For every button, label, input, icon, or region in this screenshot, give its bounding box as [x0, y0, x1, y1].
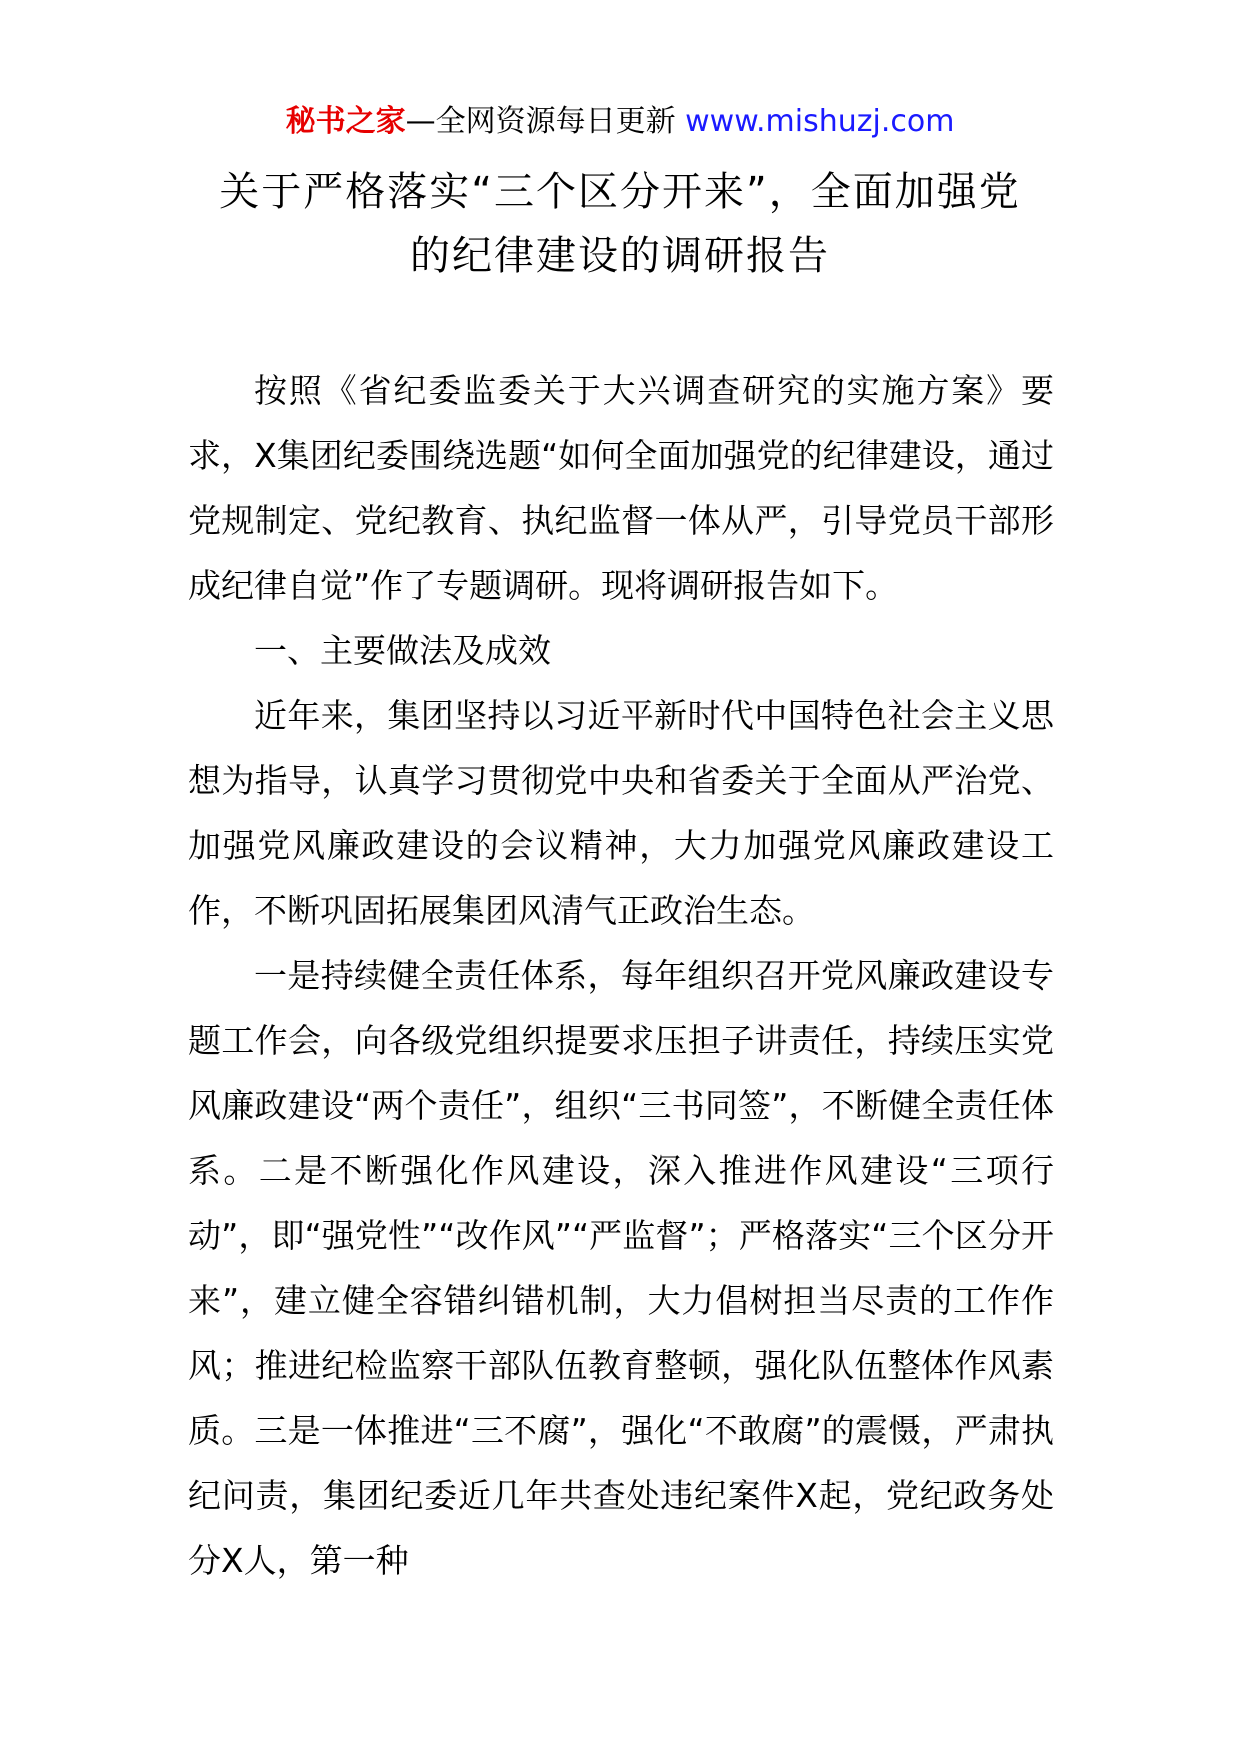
paragraph-intro: 按照《省纪委监委关于大兴调查研究的实施方案》要求，X集团纪委围绕选题“如何全面加强党的纪律建设，通过党规制定、党纪教育、执纪监督一体从严，引导党员干部形成纪律自觉”作了专题调研。现将调研报告如下。 [188, 371, 1054, 605]
paragraph-overview: 近年来，集团坚持以习近平新时代中国特色社会主义思想为指导，认真学习贯彻党中央和省委关于全面从严治党、加强党风廉政建设的会议精神，大力加强党风廉政建设工作，不断巩固拓展集团风清气正政治生态。 [188, 696, 1054, 930]
paragraph-measures: 一是持续健全责任体系，每年组织召开党风廉政建设专题工作会，向各级党组织提要求压担子讲责任，持续压实党风廉政建设“两个责任”，组织“三书同签”，不断健全责任体系。二是不断强化作风建设，深入推进作风建设“三项行动”，即“强党性”“改作风”“严监督”；严格落实“三个区分开来”，建立健全容错纠错机制，大力倡树担当尽责的工作作风；推进纪检监察干部队伍教育整顿，强化队伍整体作风素质。三是一体推进“三不腐”，强化“不敢腐”的震慑，严肃执纪问责，集团纪委近几年共查处违纪案件X起，党纪政务处分X人，第一种 [188, 956, 1054, 1580]
title-line-2: 的纪律建设的调研报告 [410, 233, 830, 279]
site-url-link[interactable]: www.mishuzj.com [685, 104, 955, 139]
header-tagline: —全网资源每日更新 [405, 104, 686, 139]
document-body [188, 358, 1054, 1593]
section-heading: 一、主要做法及成效 [254, 631, 551, 670]
brand-name: 秘书之家 [285, 104, 406, 139]
document-title [150, 160, 1090, 288]
title-line-1: 关于严格落实“三个区分开来”，全面加强党 [219, 169, 1021, 215]
site-header [0, 100, 1240, 144]
